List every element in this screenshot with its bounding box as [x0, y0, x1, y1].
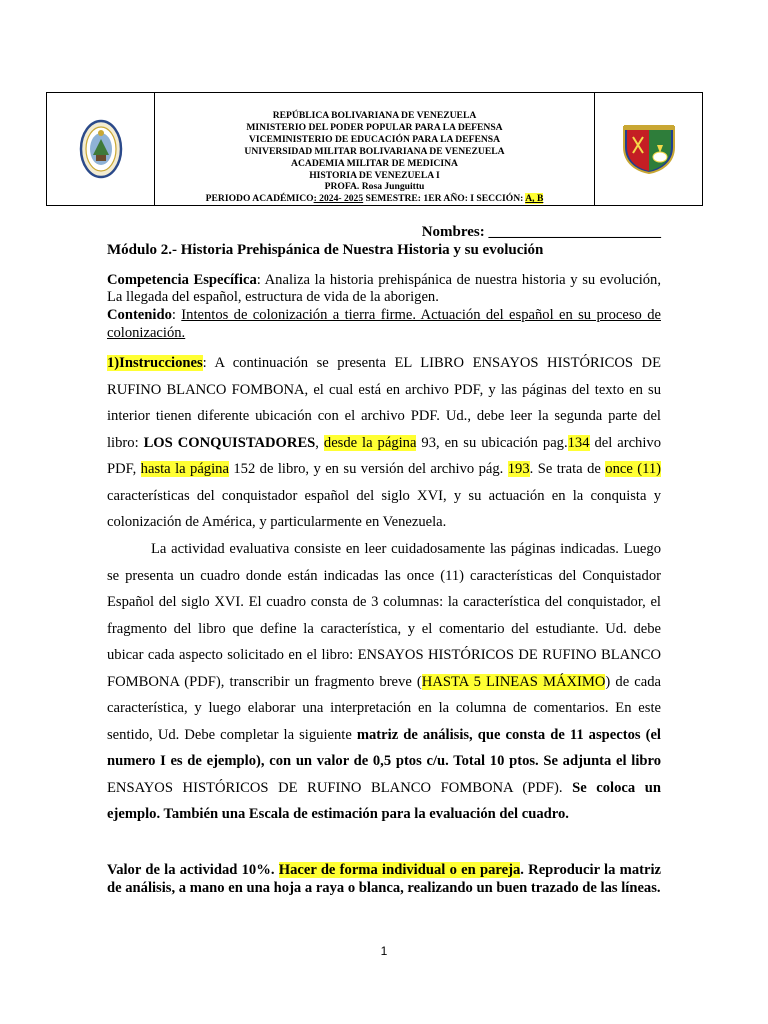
header-logo-left-cell — [47, 93, 155, 205]
instructions-text: características del conquistador español del siglo XVI, y su actuación en la conquista y colonización de América, y particularmente en Venezuela. — [107, 487, 661, 530]
instructions-text: . Se trata de — [529, 461, 606, 477]
module-title: Módulo 2.- Historia Prehispánica de Nuestra Historia y su evolución — [107, 242, 544, 258]
semester-text: SEMESTRE: 1ER AÑO: I SECCIÓN: — [363, 193, 526, 205]
activity-bold-text: Se coloca un ejemplo. También una Escala de estimación para la evaluación del cuadro. — [107, 779, 661, 822]
instructions-text: 152 de libro, y en su versión del archivo pág. — [228, 461, 508, 477]
header-line-republic: REPÚBLICA BOLIVARIANA DE VENEZUELA — [272, 110, 477, 121]
activity-text: La actividad evaluativa consiste en leer cuidadosamente las páginas indicadas. Luego se presenta un cuadro donde están indicadas las once (11) características del Conquistador Español del siglo XVI. El cuadro consta de 3 columnas: la característica del conquistador, el fragmento del libro que define la característica, y el comentario del estudiante. Ud. debe ubicar cada aspecto solicitado en el libro: ENSAYOS HISTÓRICOS DE RUFINO BLANCO FOMBONA (PDF), transcribir un fragmento breve ( — [107, 541, 661, 690]
header-logo-right-cell — [594, 93, 702, 205]
instructions-text: : A continuación se presenta EL LIBRO ENSAYOS HISTÓRICOS DE RUFINO BLANCO FOMBONA, el cual está en archivo PDF, y las páginas del texto en su interior tienen diferente ubicación con el archivo PDF. Ud., debe leer la segunda parte del libro: — [107, 355, 661, 451]
highlight-pdf-end: 193 — [507, 461, 530, 477]
activity-text: ENSAYOS HISTÓRICOS DE RUFINO BLANCO FOMBONA (PDF). — [107, 779, 573, 796]
instructions-text: 93, en su ubicación pag. — [416, 434, 568, 451]
competencia-paragraph — [107, 272, 661, 305]
value-text: . Reproducir la matriz de análisis, a mano en una hoja a raya o blanca, realizando un buen trazado de las líneas. — [107, 862, 661, 896]
instructions-text: , — [315, 434, 324, 451]
military-shield-icon — [621, 123, 677, 175]
contenido-paragraph — [107, 306, 661, 342]
header-line-subject: HISTORIA DE VENEZUELA I — [309, 169, 440, 181]
instructions-label: 1)Instrucciones — [107, 355, 203, 371]
value-text: Valor de la actividad 10%. — [107, 862, 279, 878]
header-line-ministry: MINISTERIO DEL PODER POPULAR PARA LA DEFENSA — [246, 121, 503, 133]
highlight-pdf-start: 134 — [567, 434, 590, 451]
highlight-to-page: hasta la página — [140, 461, 229, 477]
period-value: : 2024- 2025 — [313, 193, 364, 205]
names-field: Nombres: _______________________ — [421, 224, 661, 240]
section-value: A, B — [525, 193, 544, 205]
instructions-paragraph — [107, 350, 661, 536]
header-institution-text — [155, 93, 594, 205]
highlight-individual-pair: Hacer de forma individual o en pareja — [278, 862, 521, 878]
page-number: 1 — [380, 944, 388, 958]
book-part-title: LOS CONQUISTADORES — [143, 434, 316, 451]
period-label: PERIODO ACADÉMICO — [205, 193, 314, 205]
instructions-text: del archivo PDF, — [107, 434, 661, 477]
contenido-text: Intentos de colonización a tierra firme. Actuación del español en su proceso de colonización. — [107, 307, 661, 341]
activity-value-paragraph — [107, 861, 661, 897]
competencia-label: Competencia Específica — [107, 272, 257, 288]
activity-section — [107, 536, 661, 828]
highlight-max-lines: HASTA 5 LINEAS MÁXIMO — [421, 673, 606, 690]
header-line-academy: ACADEMIA MILITAR DE MEDICINA — [291, 157, 458, 169]
header-line-viceministry: VICEMINISTERIO DE EDUCACIÓN PARA LA DEFENSA — [248, 133, 501, 145]
highlight-eleven: once (11) — [605, 461, 662, 477]
competencia-text: : Analiza la historia prehispánica de nuestra historia y su evolución, La llegada del español, estructura de vida de la aborigen. — [107, 272, 662, 305]
activity-paragraph — [107, 536, 661, 828]
header-line-period — [155, 193, 594, 205]
instructions-section — [107, 350, 661, 536]
header-line-professor: PROFA. Rosa Junguittu — [324, 181, 425, 193]
highlight-from-page: desde la página — [323, 434, 417, 451]
activity-text: ) de cada característica, y luego elaborar una interpretación en la columna de comentarios. En este sentido, Ud. Debe completar la siguiente — [107, 673, 662, 743]
header-line-university: UNIVERSIDAD MILITAR BOLIVARIANA DE VENEZUELA — [244, 145, 505, 157]
contenido-sep: : — [171, 307, 182, 323]
document-header — [46, 92, 703, 206]
university-seal-icon — [79, 119, 123, 179]
activity-bold-text: matriz de análisis, que consta de 11 aspectos (el numero I es de ejemplo), con un valor de 0,5 ptos c/u. Total 10 ptos. Se adjunta el libro — [107, 726, 661, 769]
contenido-label: Contenido — [107, 307, 172, 323]
